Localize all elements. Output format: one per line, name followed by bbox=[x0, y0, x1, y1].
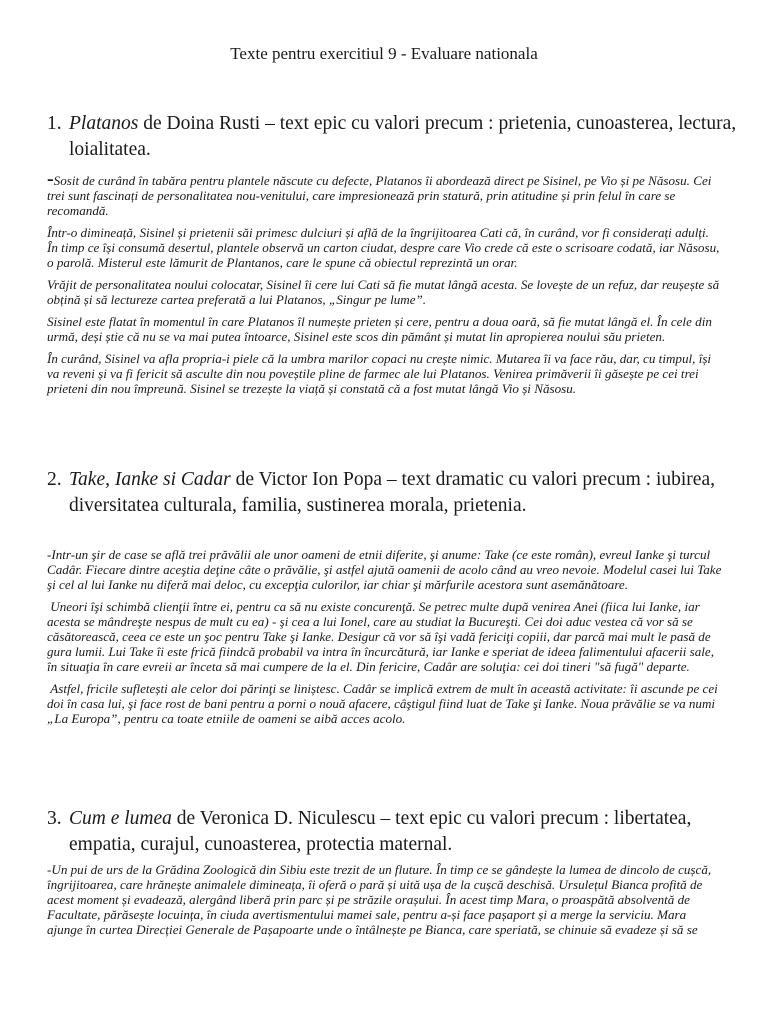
dash-mark: - bbox=[47, 168, 54, 190]
summary-paragraph: -Intr-un şir de case se află trei prăvălii ale unor oameni de etnii diferite, şi anume: Take (ce este român), evreul Ianke şi turcul Cadâr. Fiecare dintre aceştia deţine câte o prăvălie, şi astfel ajută oamenii de acolo când au vreo nevoie. Modelul casei lui Take şi cel al lui Ianke nu diferă mai deloc, cu excepţia culorilor, iar chiar şi mărfurile acestora sunt asemănătoare. bbox=[47, 547, 722, 592]
author-and-values: de Doina Rusti – text epic cu valori precum : prietenia, cunoasterea, lectura, loialitatea. bbox=[69, 113, 737, 160]
summary-paragraph: Vrăjit de personalitatea noului colocatar, Sisinel îi cere lui Cati să fie mutat lângă acesta. Se lovește de un refuz, dar reușește să obțină și să lectureze cartea preferată a lui Platanos, „Singur pe lume”. bbox=[47, 277, 720, 307]
section-body-2 bbox=[47, 547, 722, 733]
section-number: 3. bbox=[47, 808, 62, 829]
document-title: Texte pentru exercitiul 9 - Evaluare nationala bbox=[230, 44, 538, 63]
section-number: 2. bbox=[47, 469, 62, 490]
section-heading-1 bbox=[47, 111, 747, 163]
section-heading-3 bbox=[47, 806, 747, 858]
summary-paragraph: Într-o dimineață, Sisinel și prietenii săi primesc dulciuri și află de la îngrijitoarea Cati că, în curând, vor fi considerați adulți. În timp ce își consumă desertul, plantele observă un carton ciudat, despre care Vio crede că este o scrisoare codată, iar Năsosu, o parolă. Misterul este lămurit de Plantanos, care le spune că obiectul reprezintă un orar. bbox=[47, 225, 720, 270]
summary-paragraph: -Sosit de curând în tabăra pentru plantele născute cu defecte, Platanos îi abordează direct pe Sisinel, pe Vio și pe Năsosu. Cei trei sunt fascinați de personalitatea nou-venitului, care impresionează prin statură, prin atitudine și prin felul în care se recomandă. bbox=[47, 168, 712, 218]
work-title: Take, Ianke si Cadar bbox=[69, 469, 231, 490]
summary-paragraph: Sisinel este flatat în momentul în care Platanos îl numește prieten și cere, pentru a doua oară, să fie mutat lângă el. În cele din urmă, deși știe că nu se va mai putea întoarce, Sisinel este scos din pământ și mutat lin apropierea noului său prieten. bbox=[47, 314, 712, 344]
author-and-values: de Victor Ion Popa – text dramatic cu valori precum : iubirea, diversitatea culturala, familia, sustinerea morala, prietenia. bbox=[69, 469, 715, 516]
section-heading-text bbox=[69, 467, 747, 519]
work-title: Cum e lumea bbox=[69, 808, 172, 829]
section-number: 1. bbox=[47, 113, 62, 134]
summary-paragraph: Astfel, fricile sufletești ale celor doi părinţi se liniștesc. Cadâr se implică extrem de mult în această activitate: îi ascunde pe cei doi în casa lui, şi face rost de bani pentru a porni o nouă afacere, câştigul fiind luat de Take şi Ianke. Noua prăvălie se va numi „La Europa”, pentru ca toate etniile de oameni se aibă acces acolo. bbox=[47, 681, 718, 726]
summary-paragraph: Uneori îşi schimbă clienţii între ei, pentru ca să nu existe concurenţă. Se petrec multe după venirea Anei (fiica lui Ianke, iar acesta se mândreşte nespus de mult cu ea) - şi cea a lui Ionel, care au studiat la Bucureşti. Cei doi aduc vestea că vor să se căsătorească, ceea ce este un şoc pentru Take şi Ianke. Desigur că vor să îşi vadă fericiţi copiii, dar parcă mai mult le pasă de gura lumii. Lui Take îi este frică fiindcă probabil va intra în încurcătură, iar Ianke e speriat de ideea falimentului afacerii sale, în situaţia în care evreii ar înceta să mai cumpere de la el. Din fericire, Cadâr are soluţia: cei doi tineri "să fugă" departe. bbox=[47, 599, 714, 674]
summary-paragraph: În curând, Sisinel va afla propria-i piele că la umbra marilor copaci nu crește nimic. Mutarea îi va face rău, dar, cu timpul, își va reveni și va fi fericit să asculte din nou poveștile pline de farmec ale lui Platanos. Venirea primăverii îi găsește pe cei trei prieteni din nou împreună. Sisinel se trezește la viață și constată că a fost mutat lângă Vio și Năsosu. bbox=[47, 351, 712, 396]
section-heading-2 bbox=[47, 467, 747, 519]
section-body-3 bbox=[47, 862, 722, 944]
section-heading-text bbox=[69, 111, 747, 163]
summary-paragraph: -Un pui de urs de la Grădina Zoologică din Sibiu este trezit de un fluture. În timp ce se gândește la lumea de dincolo de cușcă, îngrijitoarea, care hrănește animalele dimineața, îi oferă o pară și uită ușa de la cușcă deschisă. Ursulețul Bianca profită de acest moment și evadează, alergând liberă prin parc și pe străzile orașului. În acest timp Mara, o proaspătă absolventă de Facultate, părăsește locuința, în ciuda avertismentului mamei sale, pentru a-și face pașaport și a merge la serviciu. Mara ajunge în curtea Direcției Generale de Pașapoarte unde o întâlnește pe Bianca, care speriată, se chinuie să evadeze și să se bbox=[47, 862, 712, 937]
section-body-1 bbox=[47, 168, 722, 403]
work-title: Platanos bbox=[69, 113, 139, 134]
section-heading-text bbox=[69, 806, 747, 858]
author-and-values: de Veronica D. Niculescu – text epic cu valori precum : libertatea, empatia, curajul, cunoasterea, protectia maternal. bbox=[69, 808, 692, 855]
